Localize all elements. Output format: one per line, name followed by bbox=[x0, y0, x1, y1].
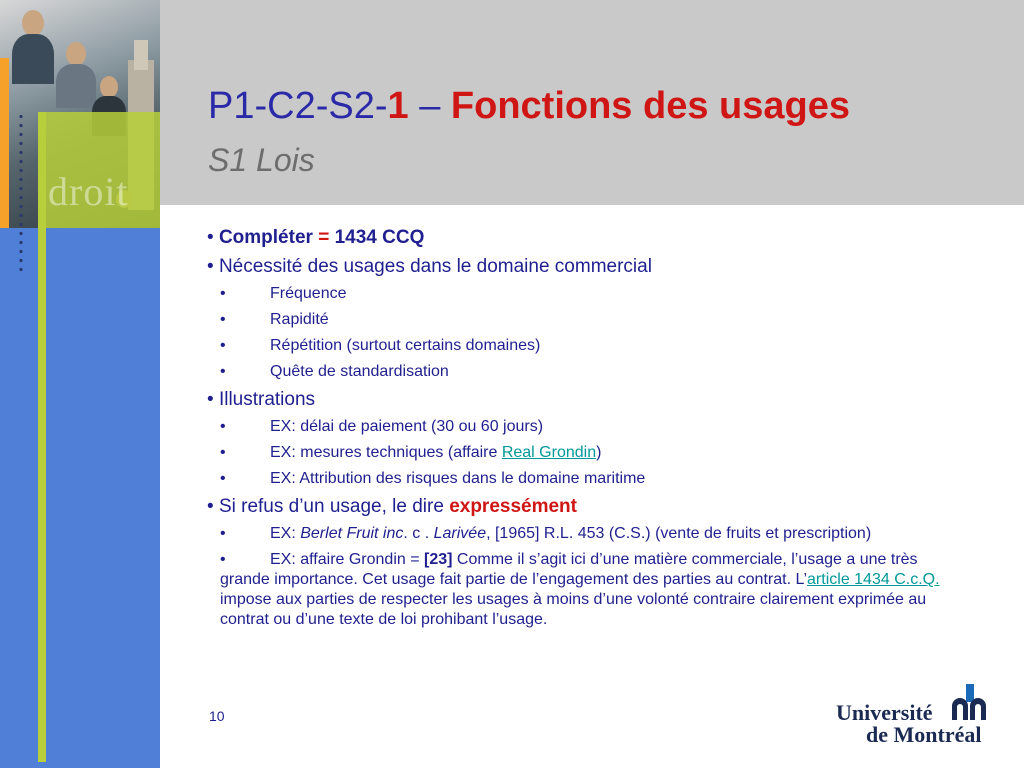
sub-bullet bbox=[220, 336, 947, 356]
sub-bullet-text: EX: mesures techniques (affaire bbox=[270, 444, 502, 461]
slide-subtitle: S1 Lois bbox=[208, 142, 315, 178]
bullet-icon: • bbox=[220, 418, 226, 435]
sub-bullet-text: Répétition (surtout certains domaines) bbox=[270, 337, 541, 354]
sub-bullet-text: EX: affaire Grondin = bbox=[270, 551, 425, 568]
sub-bullet bbox=[220, 469, 947, 489]
sub-bullet bbox=[220, 284, 947, 304]
sub-bullet bbox=[220, 443, 947, 463]
bullet-icon: • bbox=[220, 337, 226, 354]
udem-emblem-icon bbox=[950, 684, 990, 724]
photo-person-body bbox=[12, 34, 54, 84]
bullet-icon: • bbox=[220, 311, 226, 328]
bullet-icon: • bbox=[220, 285, 226, 302]
sub-bullet-text: ) bbox=[596, 444, 602, 461]
sub-bullet-text: Fréquence bbox=[270, 285, 347, 302]
droit-watermark: droit bbox=[48, 169, 129, 214]
bullet-text: Illustrations bbox=[218, 389, 316, 410]
bullet-icon: • bbox=[207, 496, 214, 517]
bullet-icon: • bbox=[220, 444, 226, 461]
bullet-icon: • bbox=[220, 525, 226, 542]
sub-bullet-text: Quête de standardisation bbox=[270, 363, 449, 380]
title-dash: – bbox=[408, 85, 451, 127]
sub-bullet bbox=[220, 524, 947, 544]
sub-bullet bbox=[220, 310, 947, 330]
emphasis-text: expressément bbox=[449, 496, 577, 517]
case-name: Larivée bbox=[433, 525, 487, 542]
bullet-text: Nécessité des usages dans le domaine commercial bbox=[218, 256, 652, 277]
bullet-icon: • bbox=[220, 551, 226, 568]
logo-line-2: de Montréal bbox=[866, 722, 982, 747]
photo-person bbox=[66, 42, 86, 66]
photo-tower-top bbox=[134, 40, 148, 70]
udem-logo bbox=[836, 684, 996, 748]
bullet-icon: • bbox=[220, 363, 226, 380]
bullet-icon: • bbox=[207, 227, 214, 248]
left-sidebar bbox=[0, 0, 160, 768]
sub-bullet-text: Comme il s’agit ici d’une matière commerciale, l’usage a une très grande importance. Cet usage fait partie de l’engagement des parties au contrat. L’ bbox=[220, 551, 918, 588]
orange-accent-bar bbox=[0, 58, 9, 228]
sub-bullet bbox=[220, 362, 947, 382]
title-number: 1 bbox=[387, 85, 409, 127]
slide-content bbox=[207, 226, 947, 636]
bullet-text-bold: Compléter bbox=[218, 227, 313, 248]
slide-header bbox=[160, 0, 1024, 205]
sub-bullet-text: , [1965] R.L. 453 (C.S.) (vente de fruits et prescription) bbox=[486, 525, 872, 542]
bullet-icon: • bbox=[220, 470, 226, 487]
equals-sign: = bbox=[318, 227, 330, 248]
paragraph-ref: [23] bbox=[424, 551, 453, 568]
photo-person-body bbox=[56, 64, 96, 108]
dotted-accent bbox=[18, 112, 24, 272]
sub-bullet bbox=[220, 550, 947, 630]
bullet-text-bold: 1434 CCQ bbox=[334, 227, 425, 248]
bullet-completer bbox=[207, 226, 947, 249]
photo-person bbox=[22, 10, 44, 36]
bullet-text: Si refus d’un usage, le dire bbox=[218, 496, 450, 517]
photo-person bbox=[100, 76, 118, 98]
bullet-illustrations bbox=[207, 388, 947, 411]
title-highlight: Fonctions des usages bbox=[450, 85, 850, 127]
sub-bullet-text: . c . bbox=[403, 525, 434, 542]
sub-bullet bbox=[220, 417, 947, 437]
article-1434-link[interactable]: article 1434 C.c.Q. bbox=[807, 571, 940, 588]
sub-bullet-text: EX: délai de paiement (30 ou 60 jours) bbox=[270, 418, 544, 435]
bullet-refus bbox=[207, 495, 947, 518]
sub-bullet-text: EX: Attribution des risques dans le domaine maritime bbox=[270, 470, 646, 487]
real-grondin-link[interactable]: Real Grondin bbox=[501, 444, 597, 461]
bullet-icon: • bbox=[207, 256, 214, 277]
bullet-icon: • bbox=[207, 389, 214, 410]
sub-bullet-text: impose aux parties de respecter les usages à moins d’une volonté contraire clairement exprimée au contrat ou d’une texte de loi prohibant l’usage. bbox=[220, 591, 927, 628]
sub-bullet-text: EX: bbox=[270, 525, 301, 542]
case-name: Berlet Fruit inc bbox=[300, 525, 404, 542]
title-prefix: P1-C2-S2- bbox=[208, 85, 388, 127]
slide-title bbox=[208, 84, 850, 128]
logo-line-1: Université bbox=[836, 700, 933, 725]
green-accent-line bbox=[38, 112, 46, 762]
sub-bullet-text: Rapidité bbox=[270, 311, 329, 328]
page-number: 10 bbox=[209, 708, 225, 724]
bullet-necessite bbox=[207, 255, 947, 278]
